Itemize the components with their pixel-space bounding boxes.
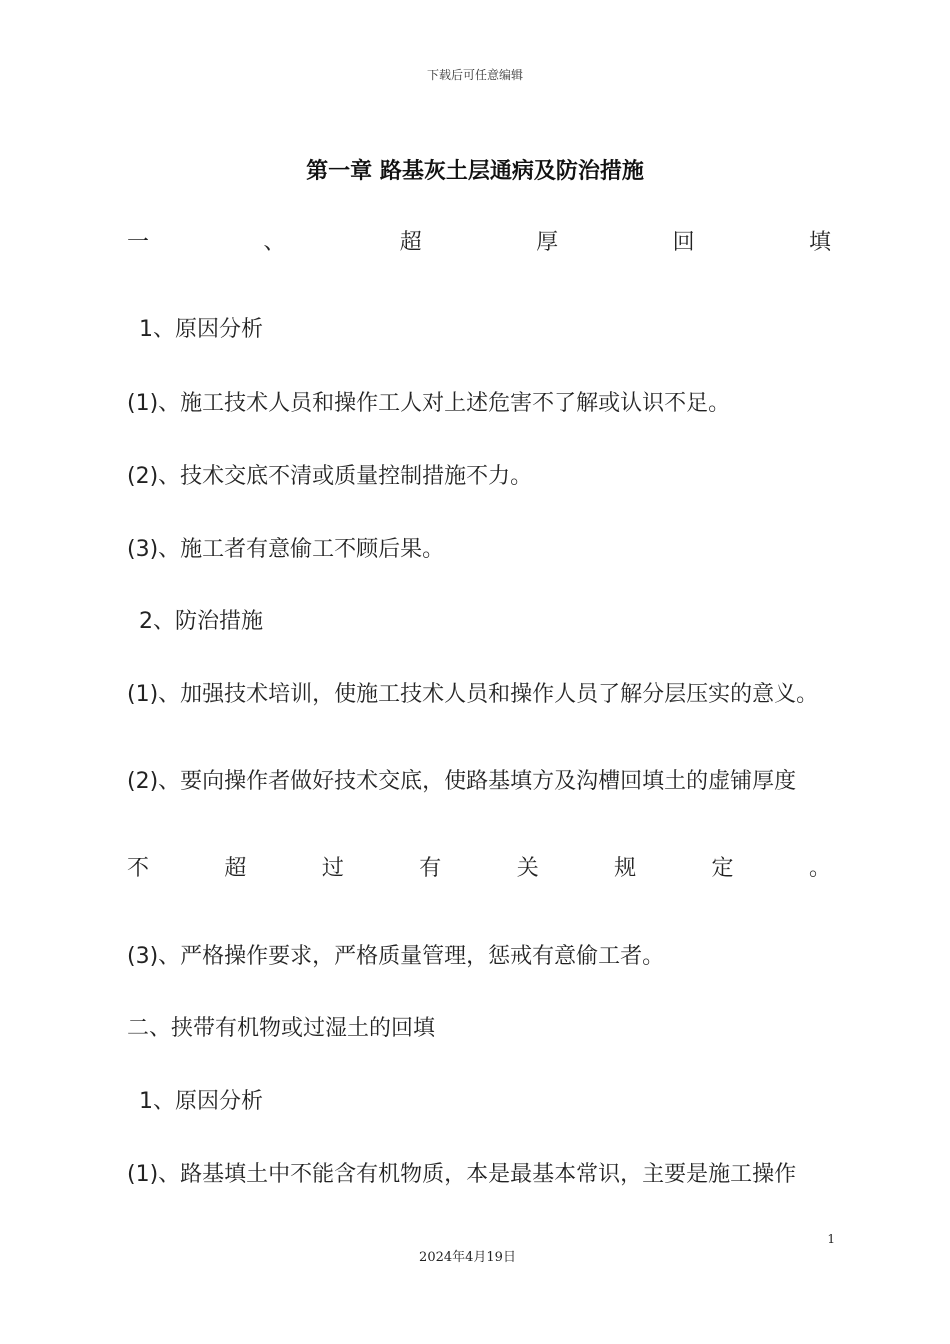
- heading-char: 回: [672, 230, 695, 255]
- paragraph: (1)、施工技术人员和操作工人对上述危害不了解或认识不足。: [127, 391, 731, 416]
- paragraph: (3)、施工者有意偷工不顾后果。: [127, 537, 445, 562]
- heading-char: 、: [263, 230, 286, 255]
- paragraph: (2)、要向操作者做好技术交底，使路基填方及沟槽回填土的虚铺厚度: [127, 769, 797, 794]
- heading-char: 超: [399, 230, 422, 255]
- cause-analysis-heading: 1、原因分析: [139, 1089, 263, 1114]
- section-heading-2: 二、挟带有机物或过湿土的回填: [127, 1016, 436, 1041]
- text-char: 不: [127, 856, 150, 881]
- paragraph: (3)、严格操作要求，严格质量管理，惩戒有意偷工者。: [127, 944, 665, 969]
- footer-date: 2024年4月19日: [419, 1250, 516, 1265]
- heading-char: 一: [127, 230, 150, 255]
- chapter-title: 第一章 路基灰土层通病及防治措施: [306, 159, 644, 184]
- text-char: 规: [614, 856, 637, 881]
- text-char: 定: [711, 856, 734, 881]
- paragraph-continuation: [127, 854, 831, 884]
- text-char: 有: [419, 856, 442, 881]
- heading-char: 厚: [536, 230, 559, 255]
- prevention-heading: 2、防治措施: [139, 609, 263, 634]
- heading-char: 填: [808, 230, 831, 255]
- text-char: 超: [224, 856, 247, 881]
- paragraph: (1)、路基填土中不能含有机物质，本是最基本常识，主要是施工操作: [127, 1162, 797, 1187]
- page-header: 下载后可任意编辑: [426, 68, 523, 82]
- text-char: 。: [808, 856, 831, 881]
- text-char: 关: [516, 856, 539, 881]
- page-number: 1: [827, 1232, 835, 1246]
- text-char: 过: [321, 856, 344, 881]
- paragraph: (1)、加强技术培训，使施工技术人员和操作人员了解分层压实的意义。: [127, 682, 819, 707]
- paragraph: (2)、技术交底不清或质量控制措施不力。: [127, 464, 533, 489]
- section-heading-1: [127, 228, 831, 258]
- cause-analysis-heading: 1、原因分析: [139, 317, 263, 342]
